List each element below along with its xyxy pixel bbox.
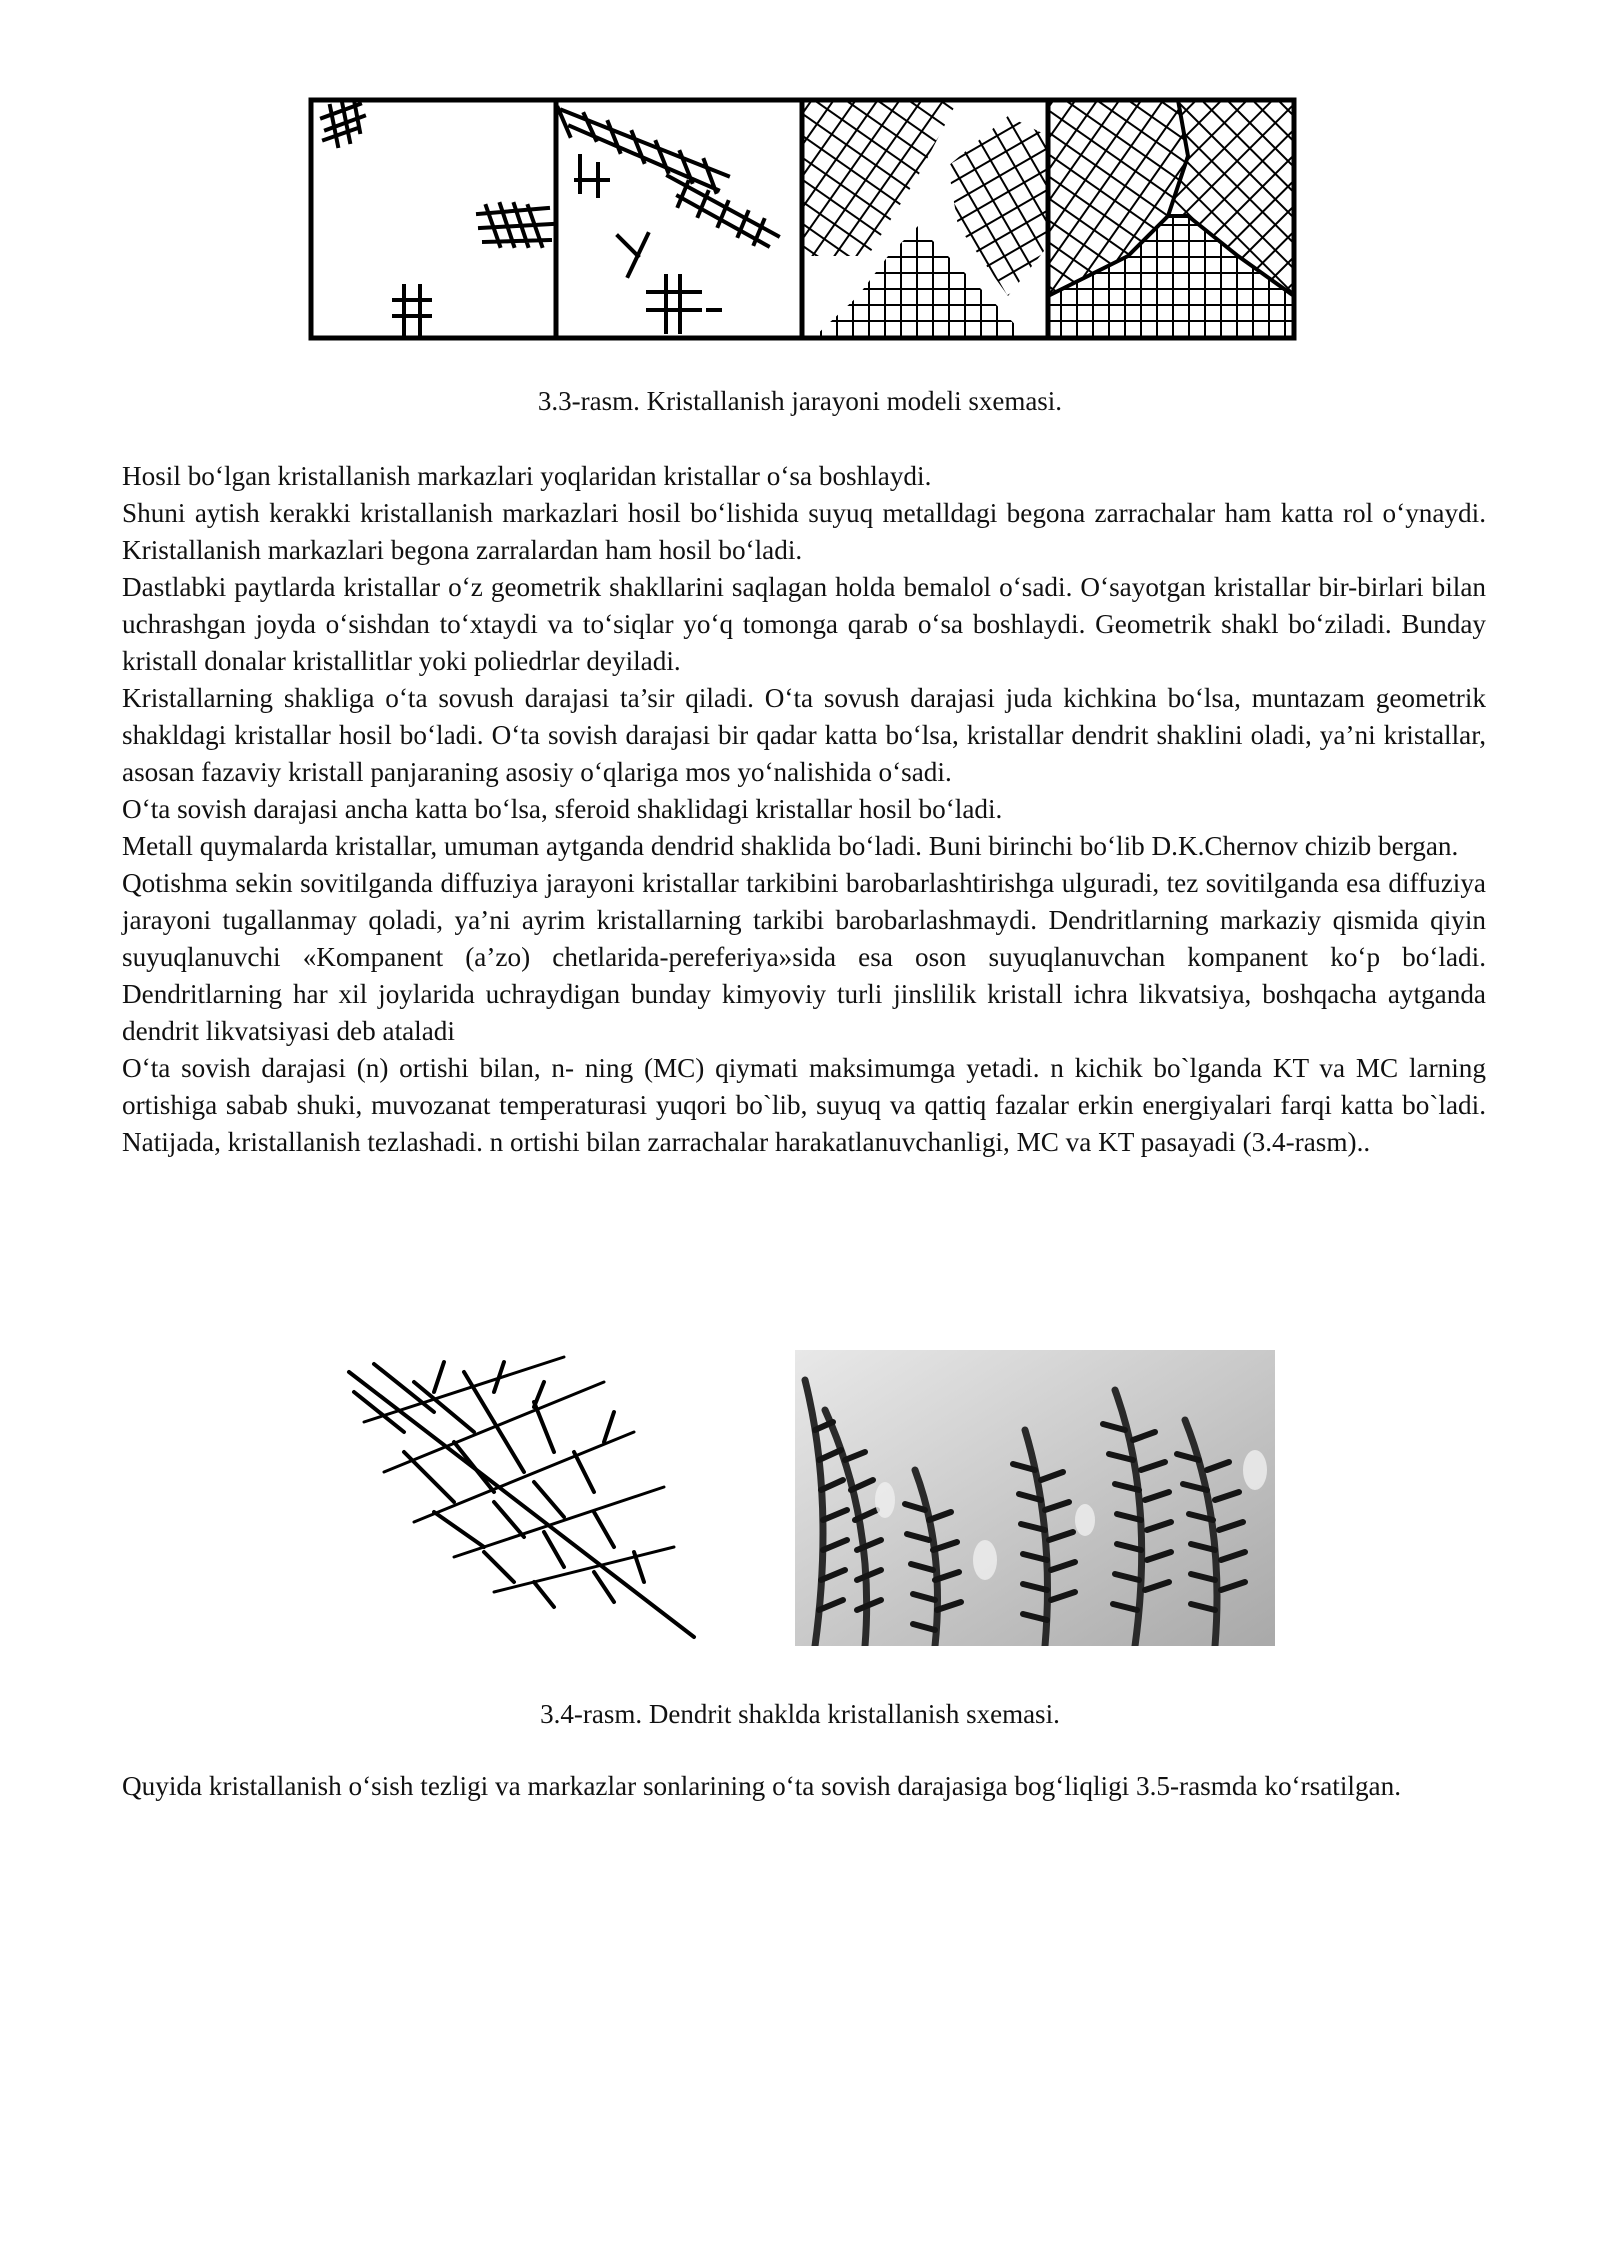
stage-1-panel [322, 100, 552, 336]
figure-3-4-caption: 3.4-rasm. Dendrit shaklda kristallanish sxemasi. [540, 1699, 1060, 1729]
body-text-1 [122, 458, 1486, 1161]
dendrite-micrograph [795, 1350, 1275, 1646]
figure-3-3-caption: 3.3-rasm. Kristallanish jarayoni modeli sxemasi. [537, 386, 1063, 416]
paragraph: Qotishma sekin sovitilganda diffuziya jarayoni kristallar tarkibini barobarlashtirishga ulguradi, tez sovitilganda esa diffuziya jarayoni tugallanmay qoladi, ya’ni ayrim kristallarning tarkibi barobarlashmaydi. Dendritlarning markaziy qismida qiyin suyuqlanuvchi «Kompanent (a’zo) chetlarida-pereferiya»sida esa oson suyuqlanuvchan kompanent ko‘p bo‘ladi. Dendritlarning har xil joylarida uchraydigan bunday kimyoviy turli jinslilik kristall ichra likvatsiya, boshqacha aytganda dendrit likvatsiyasi deb ataladi [122, 868, 1486, 1046]
paragraph: Dastlabki paytlarda kristallar o‘z geometrik shakllarini saqlagan holda bemalol o‘sadi. O‘sayotgan kristallar bir-birlari bilan uchrashgan joyda o‘sishdan to‘xtaydi va to‘siqlar yo‘q tomonga qarab o‘sa boshlaydi. Geometrik shakl bo‘ziladi. Bunday kristall donalar kristallitlar yoki poliedrlar deyiladi. [122, 572, 1486, 676]
dendrite-sketch [344, 1352, 704, 1642]
crystallization-model-figure [308, 96, 1298, 342]
paragraph: Hosil bo‘lgan kristallanish markazlari yoqlaridan kristallar o‘sa boshlaydi. [122, 461, 932, 491]
stage-4-panel [1048, 100, 1294, 338]
paragraph: Shuni aytish kerakki kristallanish markazlari hosil bo‘lishida suyuq metalldagi begona zarrachalar ham katta rol o‘ynaydi. Kristallanish markazlari begona zarralardan ham hosil bo‘ladi. [122, 498, 1486, 565]
paragraph: O‘ta sovish darajasi ancha katta bo‘lsa, sferoid shaklidagi kristallar hosil bo‘ladi. [122, 794, 1003, 824]
stage-3-panel [802, 100, 1048, 338]
paragraph: O‘ta sovish darajasi (n) ortishi bilan, n- ning (MC) qiymati maksimumga yetadi. n kichik bo`lganda KT va MC larning ortishiga sabab shuki, muvozanat temperaturasi yuqori bo`lib, suyuq va qattiq fazalar erkin energiyalari farqi katta bo`ladi. Natijada, kristallanish tezlashadi. n ortishi bilan zarrachalar harakatlanuvchanligi, MC va KT pasayadi (3.4-rasm).. [122, 1053, 1486, 1157]
paragraph: Quyida kristallanish o‘sish tezligi va markazlar sonlarining o‘ta sovish darajasiga bog‘liqligi 3.5-rasmda ko‘rsatilgan. [122, 1771, 1402, 1801]
body-text-2 [122, 1768, 1486, 1805]
paragraph: Metall quymalarda kristallar, umuman aytganda dendrid shaklida bo‘ladi. Buni birinchi bo‘lib D.K.Chernov chizib bergan. [122, 831, 1459, 861]
stage-2-panel [558, 108, 778, 332]
paragraph: Kristallarning shakliga o‘ta sovush darajasi ta’sir qiladi. O‘ta sovush darajasi juda kichkina bo‘lsa, muntazam geometrik shakldagi kristallar hosil bo‘ladi. O‘ta sovish darajasi bir qadar katta bo‘lsa, kristallar dendrit shaklini oladi, ya’ni kristallar, asosan fazaviy kristall panjaraning asosiy o‘qlariga mos yo‘nalishida o‘sadi. [122, 683, 1486, 787]
